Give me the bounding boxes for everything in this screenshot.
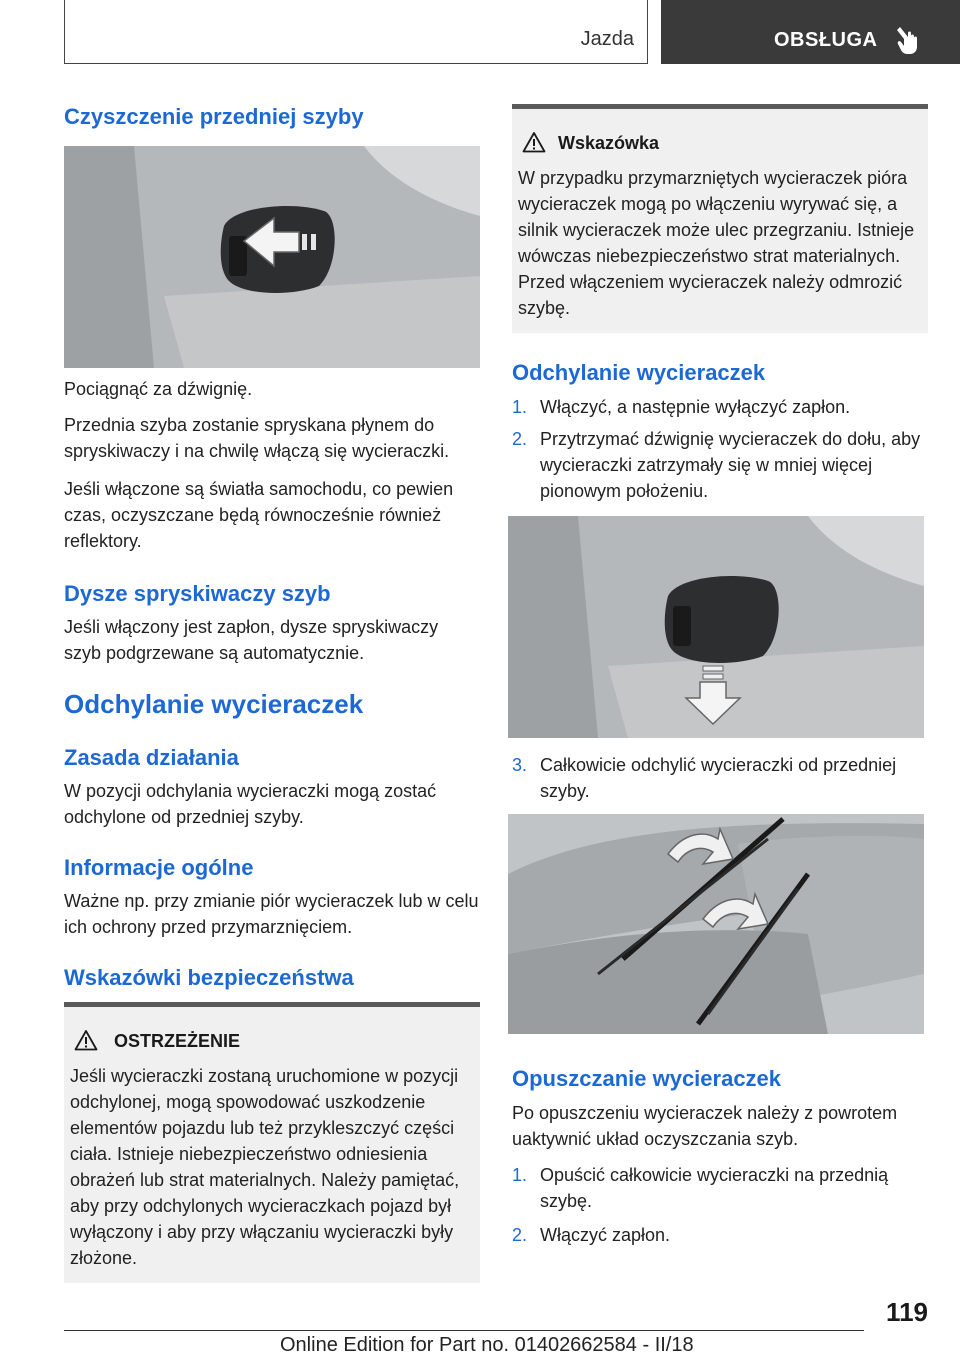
heading-windshield-cleaning: Czyszczenie przedniej szyby (64, 104, 364, 129)
edition-footer: Online Edition for Part no. 01402662584 - II/18 (280, 1334, 694, 1356)
paragraph-lowering: Po opuszczeniu wycieraczek należy z powrotem uaktywnić układ oczyszczania szyb. (512, 1103, 898, 1149)
heading-principle: Zasada działania (64, 745, 239, 770)
paragraph-heated-nozzles: Jeśli włączony jest zapłon, dysze spryskiwaczy szyb podgrzewane są automatycznie. (64, 617, 439, 663)
heading-safety-notes: Wskazówki bezpieczeństwa (64, 965, 354, 990)
paragraph-pull-lever: Pociągnąć za dźwignię. (64, 379, 253, 399)
section-title: Jazda (580, 28, 634, 50)
list-item: 2. Włączyć zapłon. (512, 1225, 671, 1245)
note-text: W przypadku przymarzniętych wycieraczek pióra wycieraczek mogą po włączeniu wyrywać się, a silnik wycieraczek może ulec przegrzaniu. Istnieje wówczas niebezpieczeństwo strat materialnych. Przed włączeniem wycieraczek należy odmrozić szybę. (518, 168, 915, 318)
note-triangle-icon (522, 131, 546, 153)
list-item: 3. Całkowicie odchylić wycieraczki od przedniej szyby. (512, 755, 897, 801)
heading-folding-wipers: Odchylanie wycieraczek (512, 360, 766, 385)
header-frame (64, 0, 648, 64)
list-item: 1. Opuścić całkowicie wycieraczki na przednią szybę. (512, 1165, 889, 1211)
note-box (512, 109, 928, 333)
heading-wiper-folding: Odchylanie wycieraczek (64, 689, 364, 719)
paragraph-washer-spray: Przednia szyba zostanie spryskana płynem do spryskiwaczy i na chwilę włączą się wycieraczki. (64, 415, 450, 461)
warning-triangle-icon (74, 1029, 98, 1051)
paragraph-headlights-cleaning: Jeśli włączone są światła samochodu, co pewien czas, oczyszczane będą równocześnie również reflektory. (64, 479, 454, 551)
chapter-tab-label: OBSŁUGA (774, 29, 878, 51)
wipers-folded-out-illustration (508, 814, 924, 1034)
wiper-lever-push-down-illustration (508, 516, 924, 738)
page-number: 119 (886, 1297, 928, 1327)
note-title: Wskazówka (558, 133, 660, 153)
wiper-lever-pull-illustration (64, 146, 480, 368)
folding-steps-list (512, 394, 928, 504)
footer-rule (64, 1330, 864, 1331)
lowering-steps-list (512, 1162, 928, 1248)
folding-step3-list (512, 752, 928, 804)
pointing-hand-icon (896, 25, 922, 55)
paragraph-principle: W pozycji odchylania wycieraczki mogą zostać odchylone od przedniej szyby. (64, 781, 437, 827)
heading-washer-nozzles: Dysze spryskiwaczy szyb (64, 581, 331, 606)
heading-general-info: Informacje ogólne (64, 855, 254, 880)
heading-lowering-wipers: Opuszczanie wycieraczek (512, 1066, 782, 1091)
list-item: 1. Włączyć, a następnie wyłączyć zapłon. (512, 397, 851, 417)
warning-title: OSTRZEŻENIE (114, 1031, 241, 1051)
list-item: 2. Przytrzymać dźwignię wycieraczek do dołu, aby wycieraczki zatrzymały się w mniej więcej pionowym położeniu. (512, 429, 921, 501)
warning-box (64, 1007, 480, 1283)
paragraph-general-info: Ważne np. przy zmianie piór wycieraczek lub w celu ich ochrony przed przymarznięciem. (64, 891, 479, 937)
warning-text: Jeśli wycieraczki zostaną uruchomione w pozycji odchylonej, mogą spowodować uszkodzenie elementów pojazdu lub też przykleszczyć części ciała. Istnieje niebezpieczeństwo odniesienia obrażeń lub strat materialnych. Należy pamiętać, aby przy odchylonych wycieraczkach pojazd był wyłączony i aby przy włączaniu wycieraczki były złożone. (70, 1066, 460, 1268)
